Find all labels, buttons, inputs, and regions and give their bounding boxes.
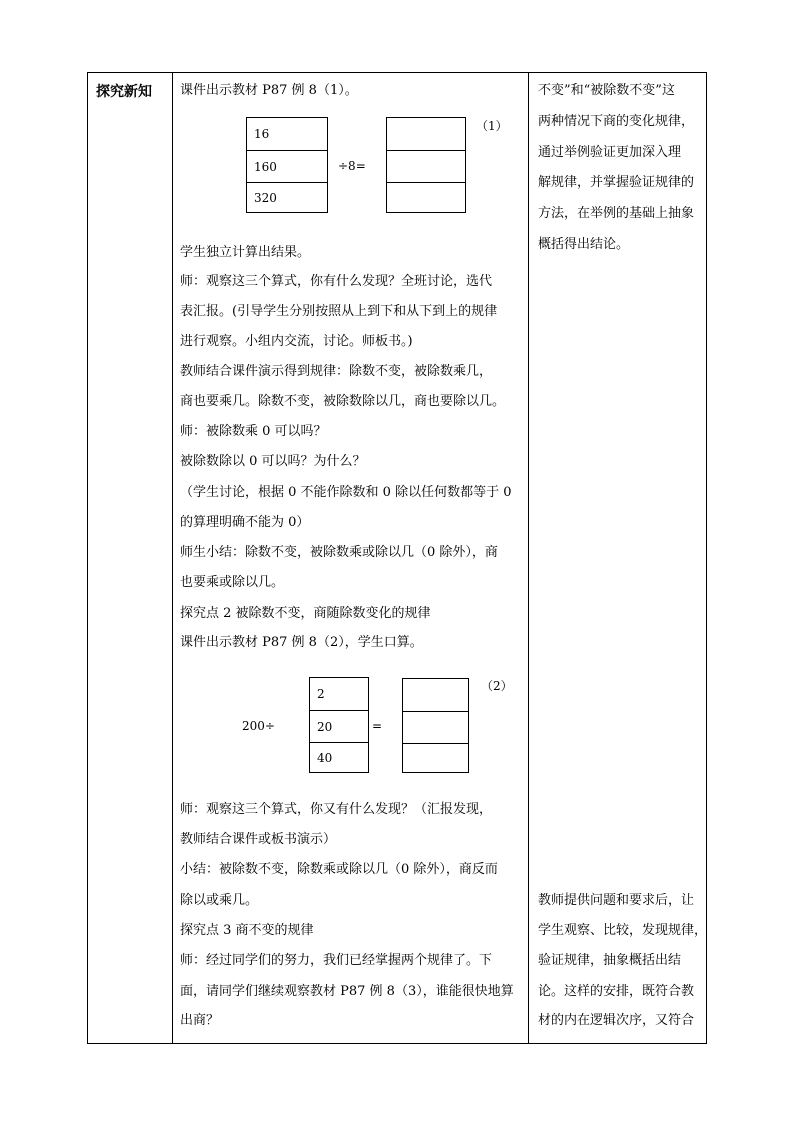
note-line: 解规律，并掌握验证规律的 [538, 175, 695, 190]
text-line: 进行观察。小组内交流，讨论。师板书。) [180, 334, 413, 349]
note-line: 验证规律，抽象概括出结 [538, 953, 682, 968]
text-line: （学生讨论，根据 0 不能作除数和 0 除以任何数都等于 0 [180, 485, 512, 500]
divisor-box [309, 677, 369, 773]
text-line: 出商？ [180, 1013, 220, 1028]
note-line: 通过举例验证更加深入理 [538, 145, 682, 160]
note-line: 论。这样的安排，既符合教 [538, 984, 695, 999]
text-line: 探究点 2 被除数不变，商随除数变化的规律 [180, 606, 431, 621]
quotient-cell [387, 118, 465, 150]
figure-tag: （2） [481, 679, 513, 693]
note-line: 方法，在举例的基础上抽象 [538, 206, 695, 221]
quotient-cell [403, 743, 468, 773]
dividend-cell: 16 [254, 127, 270, 141]
quotient-box [386, 117, 466, 213]
note-line: 教师提供问题和要求后，让 [538, 893, 695, 908]
text-line: 教师结合课件或板书演示） [180, 832, 337, 847]
text-line: 师：观察这三个算式，你有什么发现？全班讨论，选代 [180, 274, 493, 289]
text-line: 师：经过同学们的努力，我们已经掌握两个规律了。下 [180, 953, 493, 968]
text-line: 商也要乘几。除数不变，被除数除以几，商也要除以几。 [180, 394, 506, 409]
note-line: 两种情况下商的变化规律， [538, 114, 695, 129]
text-line: 表汇报。(引导学生分别按照从上到下和从下到上的规律 [180, 304, 498, 319]
quotient-cell [403, 679, 468, 711]
text-line: 师：观察这三个算式，你又有什么发现？（汇报发现， [180, 802, 493, 817]
note-line: 不变”和“被除数不变”这 [538, 83, 675, 98]
figure-tag: （1） [476, 119, 508, 133]
text-line: 也要乘或除以几。 [180, 575, 285, 590]
text-line: 除以或乘几。 [180, 893, 259, 908]
column-divider-2 [528, 73, 529, 1043]
note-line: 材的内在逻辑次序，又符合 [538, 1013, 695, 1028]
dividend-cell: 160 [247, 150, 327, 182]
dividend-box [246, 117, 328, 213]
quotient-cell [387, 182, 465, 213]
divisor-cell: 20 [310, 710, 368, 742]
section-label: 探究新知 [96, 84, 152, 100]
text-line: 面，请同学们继续观察教材 P87 例 8（3），谁能很快地算 [180, 984, 514, 999]
text-line: 教师结合课件演示得到规律：除数不变，被除数乘几， [180, 364, 493, 379]
text-line: 师：被除数乘 0 可以吗？ [180, 424, 327, 439]
text-line: 小结：被除数不变，除数乘或除以几（0 除外），商反而 [180, 862, 498, 877]
text-line: 课件出示教材 P87 例 8（2），学生口算。 [180, 635, 423, 650]
intro-line: 课件出示教材 P87 例 8（1）。 [180, 83, 358, 98]
quotient-cell [387, 150, 465, 182]
text-line: 学生独立计算出结果。 [180, 245, 311, 260]
text-line: 被除数除以 0 可以吗？为什么？ [180, 454, 366, 469]
text-line: 探究点 3 商不变的规律 [180, 923, 314, 938]
dividend-cell: 320 [247, 182, 327, 213]
divide-operator: ÷8= [338, 159, 366, 173]
quotient-box-2 [402, 678, 469, 773]
divisor-cell: 40 [310, 742, 368, 773]
text-line: 师生小结：除数不变，被除数乘或除以几（0 除外），商 [180, 545, 498, 560]
lesson-table [87, 72, 707, 1044]
column-divider-1 [172, 73, 173, 1043]
divisor-cell: 2 [317, 687, 325, 701]
text-line: 的算理明确不能为 0） [180, 515, 310, 530]
dividend-prefix: 200÷ [242, 719, 275, 733]
note-line: 概括得出结论。 [538, 237, 630, 252]
quotient-cell [403, 711, 468, 743]
note-line: 学生观察、比较，发现规律， [538, 923, 708, 938]
equals-sign: = [372, 719, 383, 733]
